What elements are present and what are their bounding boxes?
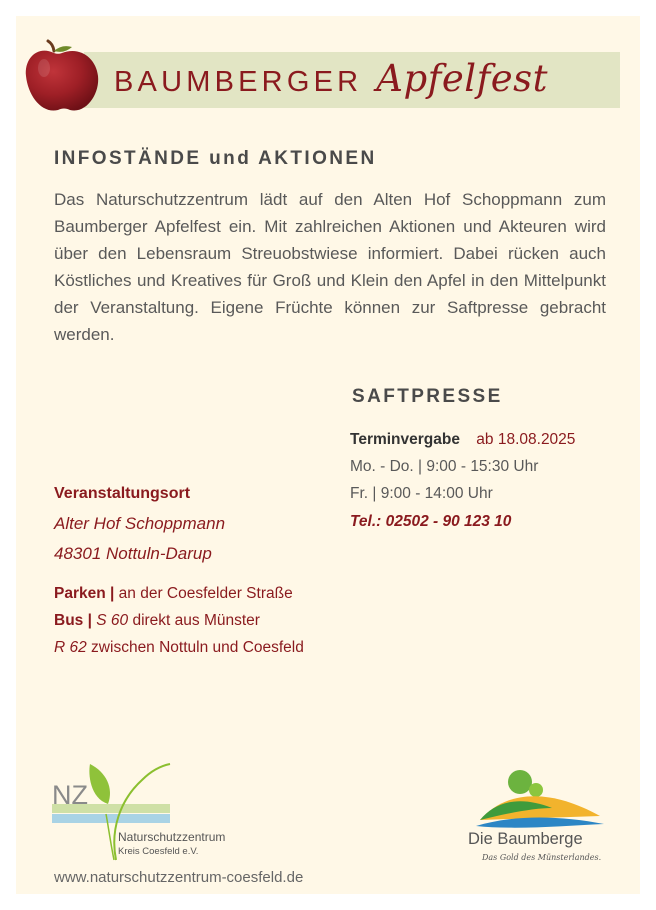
parking-line xyxy=(54,585,293,603)
bb-slogan: Das Gold des Münsterlandes. xyxy=(482,853,602,862)
parking-text: an der Coesfelder Straße xyxy=(114,585,293,602)
nz-name: Naturschutzzentrum xyxy=(118,830,226,844)
bus-line-1 xyxy=(54,612,260,630)
naturschutzzentrum-logo xyxy=(50,760,240,864)
apple-icon xyxy=(22,38,102,118)
bus-text-1: direkt aus Münster xyxy=(128,612,260,629)
venue-city: 48301 Nottuln-Darup xyxy=(54,544,212,563)
title-main: BAUMBERGER xyxy=(114,66,363,98)
venue-name: Alter Hof Schoppmann xyxy=(54,514,226,533)
bus-text-2: zwischen Nottuln und Coesfeld xyxy=(86,639,304,656)
bus-line-r62: R 62 xyxy=(54,639,87,656)
page-title xyxy=(114,57,548,105)
booking-date: ab 18.08.2025 xyxy=(476,431,576,448)
intro-paragraph: Das Naturschutzzentrum lädt auf den Alten Hof Schoppmann zum Baumberger Apfelfest ein. Mit zahlreichen Aktionen und Akteuren wird über den Lebensraum Streuobstwiese informiert. Dabei rücken auch Köstliches und Kreatives für Groß und Klein den Apfel in den Mittelpunkt der Veranstaltung. Eigene Früchte können zur Saftpresse gebracht werden. xyxy=(54,190,606,344)
nz-initials: NZ xyxy=(52,780,88,810)
booking-line xyxy=(350,431,575,449)
bus-label: Bus | xyxy=(54,612,92,629)
website-link[interactable]: www.naturschutzzentrum-coesfeld.de xyxy=(54,869,304,886)
bus-line-s60: S 60 xyxy=(96,612,129,629)
bus-line-2 xyxy=(54,639,304,657)
hours-weekday: Mo. - Do. | 9:00 - 15:30 Uhr xyxy=(350,458,539,475)
parking-label: Parken | xyxy=(54,585,115,602)
title-script: Apfelfest xyxy=(376,57,549,100)
press-phone: Tel.: 02502 - 90 123 10 xyxy=(350,513,512,530)
venue-label: Veranstaltungsort xyxy=(54,485,191,502)
press-heading: SAFTPRESSE xyxy=(352,386,503,407)
bb-name: Die Baumberge xyxy=(468,830,583,848)
baumberge-logo xyxy=(466,768,616,866)
booking-label: Terminvergabe xyxy=(350,431,460,448)
nz-sub: Kreis Coesfeld e.V. xyxy=(118,846,199,857)
hours-friday: Fr. | 9:00 - 14:00 Uhr xyxy=(350,485,493,502)
info-heading: INFOSTÄNDE und AKTIONEN xyxy=(54,148,377,169)
